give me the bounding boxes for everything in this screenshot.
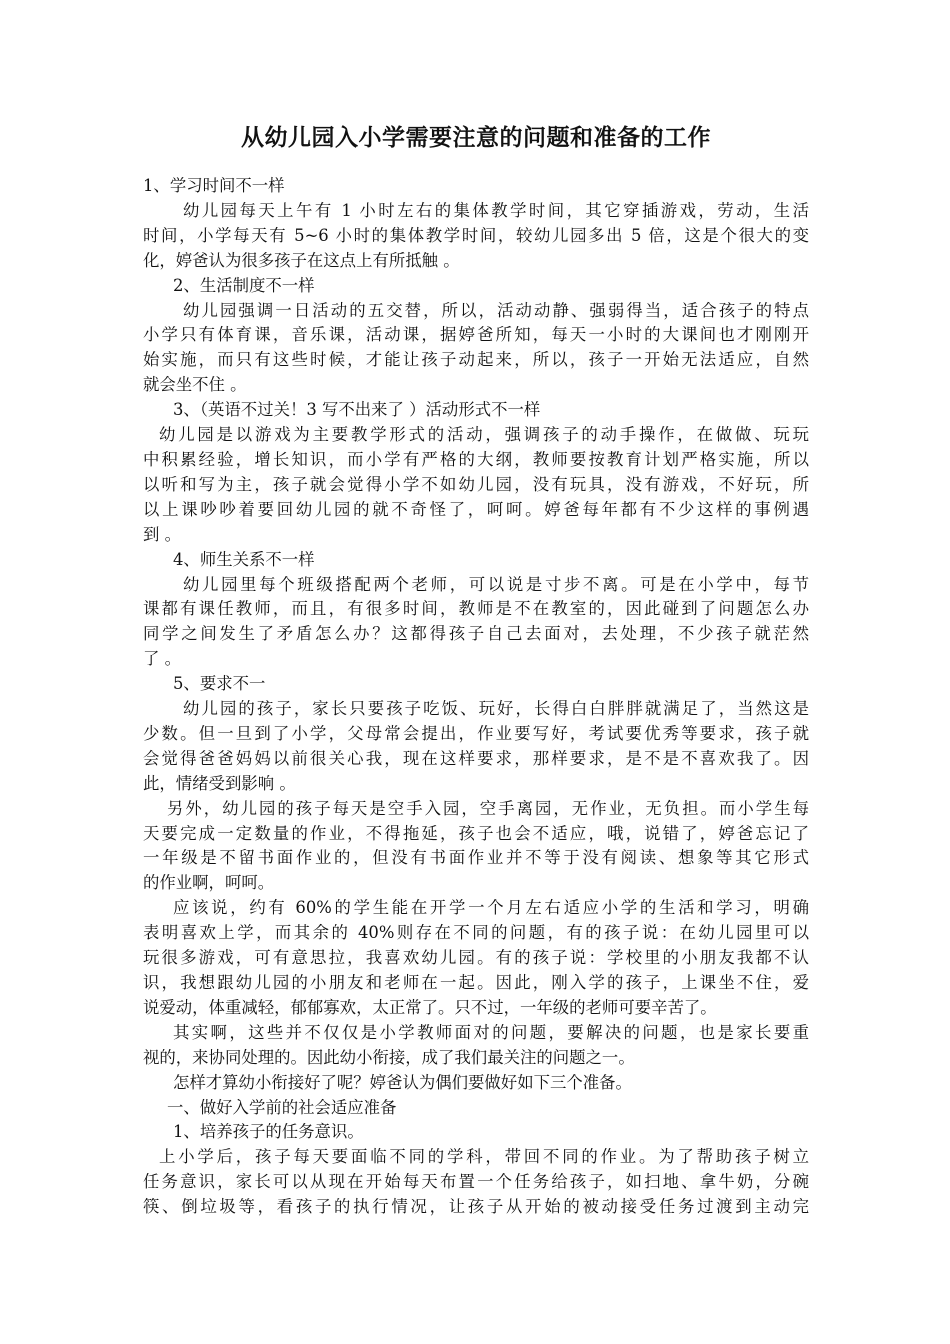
text-line: 小学只有体育课，音乐课，活动课，据婷爸所知，每天一小时的大课间也才刚刚开: [143, 325, 809, 345]
text-line: 2、生活制度不一样: [173, 275, 315, 295]
text-line: 幼儿园每天上午有 1 小时左右的集体教学时间，其它穿插游戏，劳动，生活: [183, 200, 809, 220]
text-line: 会觉得爸爸妈妈以前很关心我，现在这样要求，那样要求，是不是不喜欢我了。因: [143, 748, 809, 768]
text-line: 应该说，约有 60%的学生能在开学一个月左右适应小学的生活和学习，明确: [173, 898, 809, 918]
text-line: 化，婷爸认为很多孩子在这点上有所抵触 。: [143, 250, 460, 270]
text-line: 到 。: [143, 524, 181, 544]
text-line: 幼儿园强调一日活动的五交替，所以，活动动静、强弱得当，适合孩子的特点: [183, 300, 809, 320]
text-line: 一、做好入学前的社会适应准备: [167, 1097, 397, 1117]
document-page: [143, 118, 809, 1220]
text-line: 幼儿园是以游戏为主要教学形式的活动，强调孩子的动手操作，在做做、玩玩: [159, 425, 809, 445]
text-line: 4、师生关系不一样: [173, 549, 315, 569]
text-line: 了 。: [143, 649, 181, 669]
text-line: 以听和写为主，孩子就会觉得小学不如幼儿园，没有玩具，没有游戏，不好玩，所: [143, 474, 809, 494]
text-line: 幼儿园的孩子，家长只要孩子吃饭、玩好，长得白白胖胖就满足了，当然这是: [183, 699, 809, 719]
text-line: 此，情绪受到影响 。: [143, 773, 296, 793]
text-line: 5、要求不一: [173, 674, 266, 694]
text-line: 另外，幼儿园的孩子每天是空手入园，空手离园，无作业，无负担。而小学生每: [167, 798, 809, 818]
text-line: 筷、倒垃圾等，看孩子的执行情况，让孩子从开始的被动接受任务过渡到主动完: [143, 1197, 809, 1217]
text-line: 表明喜欢上学，而其余的 40%则存在不同的问题，有的孩子说：在幼儿园里可以: [143, 923, 809, 943]
text-line: 其实啊，这些并不仅仅是小学教师面对的问题，要解决的问题，也是家长要重: [173, 1022, 809, 1042]
document-title: 从幼儿园入小学需要注意的问题和准备的工作: [241, 124, 711, 151]
text-line: 以上课吵吵着要回幼儿园的就不奇怪了，呵呵。婷爸每年都有不少这样的事例遇: [143, 499, 809, 519]
text-line: 1、培养孩子的任务意识。: [173, 1122, 364, 1142]
text-line: 幼儿园里每个班级搭配两个老师，可以说是寸步不离。可是在小学中，每节: [183, 574, 809, 594]
text-line: 同学之间发生了矛盾怎么办？这都得孩子自己去面对，去处理，不少孩子就茫然: [143, 624, 809, 644]
text-line: 上小学后，孩子每天要面临不同的学科，带回不同的作业。为了帮助孩子树立: [159, 1147, 809, 1167]
text-line: 怎样才算幼小衔接好了呢？婷爸认为偶们要做好如下三个准备。: [173, 1072, 632, 1092]
text-line: 课都有课任教师，而且，有很多时间，教师是不在教室的，因此碰到了问题怎么办: [143, 599, 809, 619]
document-body: [143, 174, 809, 1220]
text-line: 一年级是不留书面作业的，但没有书面作业并不等于没有阅读、想象等其它形式: [143, 848, 809, 868]
text-line: 任务意识，家长可以从现在开始每天布置一个任务给孩子，如扫地、拿牛奶，分碗: [143, 1172, 809, 1192]
text-line: 说爱动，体重减轻，郁郁寡欢，太正常了。只不过，一年级的老师可要辛苦了。: [143, 997, 717, 1017]
text-line: 时间，小学每天有 5~6 小时的集体教学时间，较幼儿园多出 5 倍，这是个很大的变: [143, 225, 809, 245]
text-line: 天要完成一定数量的作业，不得拖延，孩子也会不适应，哦，说错了，婷爸忘记了: [143, 823, 809, 843]
text-line: 少数。但一旦到了小学，父母常会提出，作业要写好，考试要优秀等要求，孩子就: [143, 723, 809, 743]
text-line: 视的，来协同处理的。因此幼小衔接，成了我们最关注的问题之一。: [143, 1047, 635, 1067]
text-line: 3、（英语不过关！3 写不出来了 ）活动形式不一样: [173, 400, 541, 420]
text-line: 玩很多游戏，可有意思拉，我喜欢幼儿园。有的孩子说：学校里的小朋友我都不认: [143, 948, 809, 968]
text-line: 识，我想跟幼儿园的小朋友和老师在一起。因此，刚入学的孩子，上课坐不住，爱: [143, 973, 809, 992]
text-line: 中积累经验，增长知识，而小学有严格的大纲，教师要按教育计划严格实施，所以: [143, 449, 809, 469]
text-line: 1、学习时间不一样: [143, 176, 285, 195]
text-line: 就会坐不住 。: [143, 375, 247, 395]
text-line: 始实施，而只有这些时候，才能让孩子动起来，所以，孩子一开始无法适应，自然: [143, 350, 809, 370]
text-line: 的作业啊，呵呵。: [143, 873, 275, 893]
